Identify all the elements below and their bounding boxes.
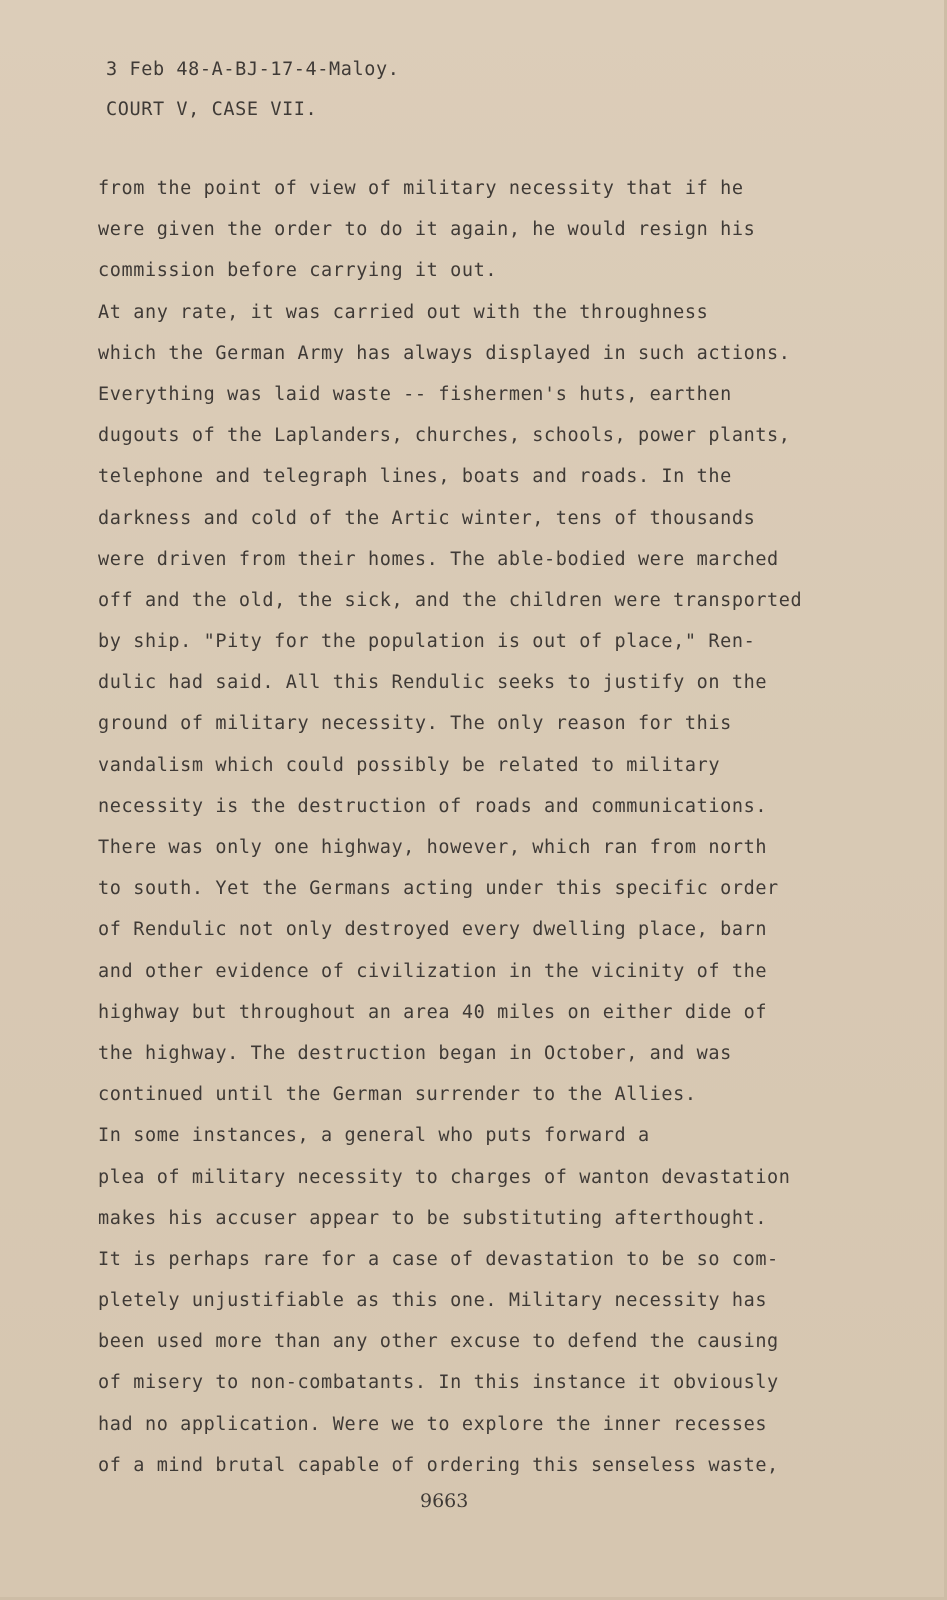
text-line: of misery to non-combatants. In this instance it obviously bbox=[98, 1372, 779, 1394]
text-line: dugouts of the Laplanders, churches, schools, power plants, bbox=[98, 425, 791, 447]
text-line: At any rate, it was carried out with the throughness bbox=[98, 301, 709, 323]
text-line: from the point of view of military necessity that if he bbox=[98, 178, 744, 199]
text-line: to south. Yet the Germans acting under this specific order bbox=[98, 878, 779, 900]
text-line: were driven from their homes. The able-bodied were marched bbox=[98, 548, 779, 570]
text-line: the highway. The destruction began in October, and was bbox=[98, 1042, 732, 1064]
text-line: had no application. Were we to explore the inner recesses bbox=[98, 1413, 768, 1435]
page-number: 9663 bbox=[420, 1490, 469, 1512]
text-line: darkness and cold of the Artic winter, tens of thousands bbox=[98, 507, 756, 529]
text-line: highway but throughout an area 40 miles on either dide of bbox=[98, 1001, 768, 1023]
text-line: dulic had said. All this Rendulic seeks to justify on the bbox=[98, 672, 768, 694]
text-line: off and the old, the sick, and the children were transported bbox=[98, 589, 803, 611]
text-line: which the German Army has always displayed in such actions. bbox=[98, 342, 791, 364]
header-court: COURT V, CASE VII. bbox=[106, 99, 318, 120]
text-line: necessity is the destruction of roads and communications. bbox=[98, 795, 768, 817]
text-line: were given the order to do it again, he would resign his bbox=[98, 219, 756, 241]
text-line: commission before carrying it out. bbox=[98, 260, 498, 282]
text-line: There was only one highway, however, which ran from north bbox=[98, 837, 768, 858]
body-text bbox=[98, 168, 858, 1486]
text-line: pletely unjustifiable as this one. Military necessity has bbox=[98, 1290, 768, 1312]
text-line: vandalism which could possibly be related to military bbox=[98, 754, 721, 776]
text-line: of a mind brutal capable of ordering this senseless waste, bbox=[98, 1454, 779, 1476]
text-line: ground of military necessity. The only reason for this bbox=[98, 713, 732, 735]
text-line: continued until the German surrender to the Allies. bbox=[98, 1084, 697, 1106]
text-line: In some instances, a general who puts forward a bbox=[98, 1125, 650, 1147]
text-line: makes his accuser appear to be substituting afterthought. bbox=[98, 1207, 768, 1229]
text-line: been used more than any other excuse to defend the causing bbox=[98, 1331, 779, 1353]
text-line: by ship. "Pity for the population is out of place," Ren- bbox=[98, 631, 756, 653]
document-header bbox=[106, 50, 399, 130]
header-reference: 3 Feb 48-A-BJ-17-4-Maloy. bbox=[106, 59, 400, 80]
text-line: plea of military necessity to charges of wanton devastation bbox=[98, 1166, 791, 1188]
text-line: It is perhaps rare for a case of devastation to be so com- bbox=[98, 1248, 779, 1270]
text-line: Everything was laid waste -- fishermen's huts, earthen bbox=[98, 383, 732, 405]
text-line: and other evidence of civilization in the vicinity of the bbox=[98, 960, 768, 982]
text-line: of Rendulic not only destroyed every dwelling place, barn bbox=[98, 919, 768, 941]
text-line: telephone and telegraph lines, boats and roads. In the bbox=[98, 466, 732, 488]
